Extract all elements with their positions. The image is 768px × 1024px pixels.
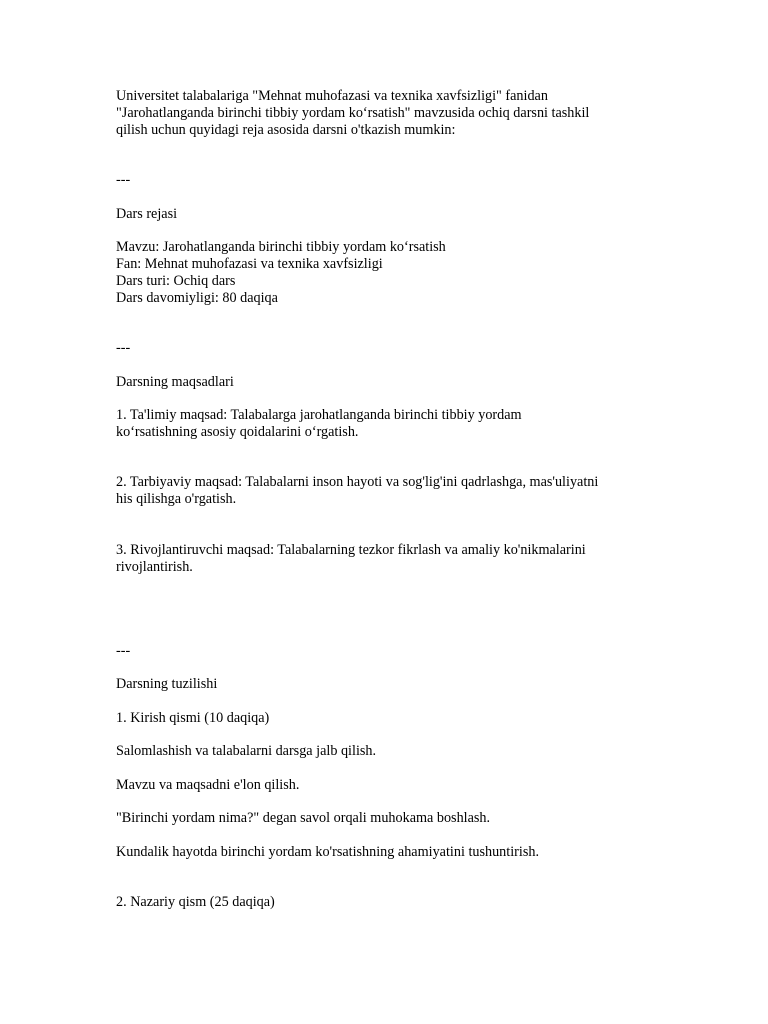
goal-item-2-line-2: his qilishga o'rgatish. <box>116 491 237 507</box>
separator: --- <box>116 643 131 659</box>
plan-subject: Fan: Mehnat muhofazasi va texnika xavfsizligi <box>116 256 383 272</box>
part1-title: 1. Kirish qismi (10 daqiqa) <box>116 710 270 726</box>
goal-item-1-line-1: 1. Ta'limiy maqsad: Talabalarga jarohatlanganda birinchi tibbiy yordam <box>116 407 522 423</box>
intro-line-2: "Jarohatlanganda birinchi tibbiy yordam ko‘rsatish" mavzusida ochiq darsni tashkil <box>116 105 590 121</box>
goal-item-2-line-1: 2. Tarbiyaviy maqsad: Talabalarni inson hayoti va sog'lig'ini qadrlashga, mas'uliyatni <box>116 474 599 490</box>
part1-item: "Birinchi yordam nima?" degan savol orqali muhokama boshlash. <box>116 810 491 826</box>
part1-item: Kundalik hayotda birinchi yordam ko'rsatishning ahamiyatini tushuntirish. <box>116 844 539 860</box>
plan-type: Dars turi: Ochiq dars <box>116 273 236 289</box>
goal-item-3-line-2: rivojlantirish. <box>116 559 193 575</box>
part1-item: Mavzu va maqsadni e'lon qilish. <box>116 777 300 793</box>
plan-heading: Dars rejasi <box>116 206 178 222</box>
intro-line-1: Universitet talabalariga "Mehnat muhofazasi va texnika xavfsizligi" fanidan <box>116 88 548 104</box>
plan-topic: Mavzu: Jarohatlanganda birinchi tibbiy yordam ko‘rsatish <box>116 239 446 255</box>
separator: --- <box>116 340 131 356</box>
part1-item: Salomlashish va talabalarni darsga jalb qilish. <box>116 743 377 759</box>
separator: --- <box>116 172 131 188</box>
structure-heading: Darsning tuzilishi <box>116 676 218 692</box>
plan-duration: Dars davomiyligi: 80 daqiqa <box>116 290 278 306</box>
goals-heading: Darsning maqsadlari <box>116 374 234 390</box>
goal-item-1-line-2: ko‘rsatishning asosiy qoidalarini o‘rgatish. <box>116 424 359 440</box>
part2-title: 2. Nazariy qism (25 daqiqa) <box>116 894 275 910</box>
goal-item-3-line-1: 3. Rivojlantiruvchi maqsad: Talabalarning tezkor fikrlash va amaliy ko'nikmalarini <box>116 542 586 558</box>
intro-line-3: qilish uchun quyidagi reja asosida darsni o'tkazish mumkin: <box>116 122 456 138</box>
